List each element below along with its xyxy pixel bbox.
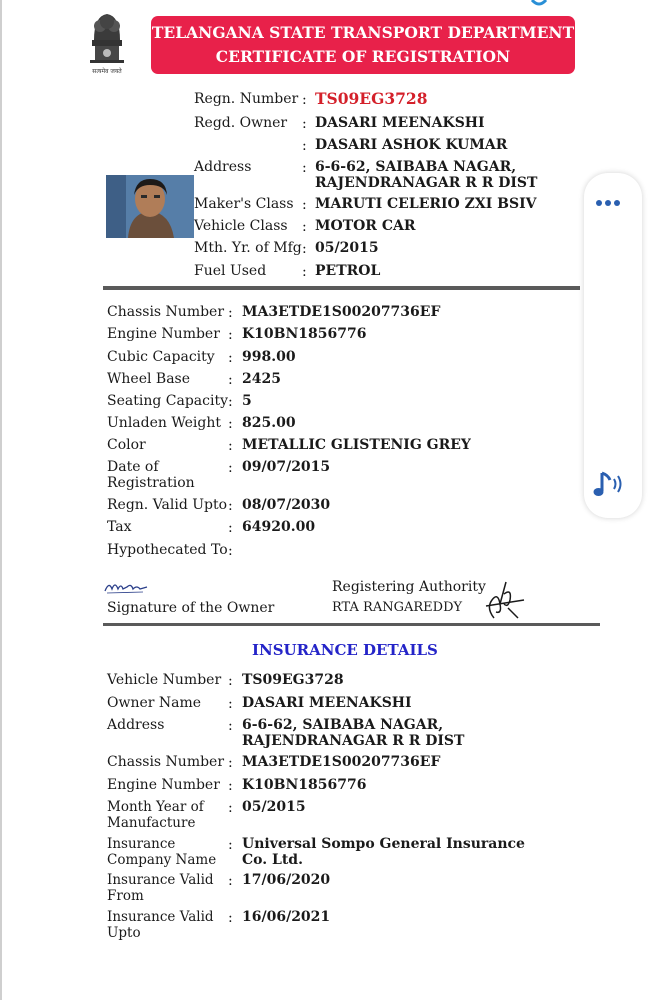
colon: : (302, 241, 307, 257)
colon: : (228, 438, 233, 454)
label-ins-engine-number: Engine Number (107, 777, 220, 793)
colon: : (302, 92, 307, 108)
more-options-icon[interactable] (596, 191, 623, 210)
colon: : (228, 460, 233, 476)
owner-signature-icon (103, 577, 149, 597)
state-emblem-icon (84, 10, 130, 78)
label-wheel-base: Wheel Base (107, 371, 191, 387)
value-wheel-base: 2425 (242, 371, 281, 387)
label-color: Color (107, 437, 146, 453)
header-title-line2: CERTIFICATE OF REGISTRATION (215, 47, 511, 66)
owner-signature-label: Signature of the Owner (107, 600, 275, 616)
colon: : (228, 755, 233, 771)
value-fuel-used: PETROL (315, 263, 381, 279)
colon: : (228, 910, 233, 926)
label-tax: Tax (107, 519, 132, 535)
label-mfg-date: Mth. Yr. of Mfg (194, 240, 302, 256)
registering-authority-label: Registering Authority (332, 579, 486, 595)
label-chassis-number: Chassis Number (107, 304, 225, 320)
label-fuel-used: Fuel Used (194, 263, 267, 279)
section-divider (103, 286, 580, 290)
label-regd-owner: Regd. Owner (194, 115, 288, 131)
value-ins-address: 6-6-62, SAIBABA NAGAR, RAJENDRANAGAR R R DIST (242, 717, 465, 749)
colon: : (228, 696, 233, 712)
colon: : (228, 416, 233, 432)
colon: : (302, 160, 307, 176)
label-regn-number: Regn. Number (194, 91, 299, 107)
label-makers-class: Maker's Class (194, 196, 294, 212)
value-cubic-capacity: 998.00 (242, 349, 296, 365)
label-unladen-weight: Unladen Weight (107, 415, 221, 431)
label-ins-valid-from: Insurance Valid From (107, 872, 214, 904)
colon: : (228, 800, 233, 816)
colon: : (228, 372, 233, 388)
authority-name: RTA RANGAREDDY (332, 600, 463, 615)
colon: : (302, 197, 307, 213)
value-vehicle-class: MOTOR CAR (315, 218, 416, 234)
owner-photo-image (106, 175, 194, 238)
label-address: Address (194, 159, 252, 175)
colon: : (228, 718, 233, 734)
value-tax: 64920.00 (242, 519, 316, 535)
value-ins-engine-number: K10BN1856776 (242, 777, 367, 793)
colon: : (302, 138, 307, 154)
colon: : (228, 873, 233, 889)
value-engine-number: K10BN1856776 (242, 326, 367, 342)
label-hypothecated-to: Hypothecated To (107, 542, 228, 558)
value-ins-owner-name: DASARI MEENAKSHI (242, 695, 412, 711)
value-ins-month-year: 05/2015 (242, 799, 306, 815)
colon: : (302, 219, 307, 235)
left-frame-border (0, 0, 2, 1000)
certificate-header-banner (151, 16, 575, 74)
section-divider (103, 623, 600, 626)
colon: : (302, 264, 307, 280)
label-ins-vehicle-number: Vehicle Number (107, 672, 222, 688)
value-regd-owner-2: DASARI ASHOK KUMAR (315, 137, 508, 153)
value-date-of-registration: 09/07/2015 (242, 459, 331, 475)
value-ins-chassis-number: MA3ETDE1S00207736EF (242, 754, 441, 770)
label-regn-valid-upto: Regn. Valid Upto (107, 497, 228, 513)
label-engine-number: Engine Number (107, 326, 220, 342)
label-date-of-registration: Date of Registration (107, 459, 195, 491)
colon: : (228, 520, 233, 536)
value-mfg-date: 05/2015 (315, 240, 379, 256)
value-makers-class: MARUTI CELERIO ZXI BSIV (315, 196, 537, 212)
value-seating-capacity: 5 (242, 393, 252, 409)
colon: : (228, 673, 233, 689)
owner-photo (106, 175, 194, 238)
label-seating-capacity: Seating Capacity (107, 393, 228, 409)
colon: : (228, 543, 233, 559)
emblem-caption: सत्यमेव जयते (92, 68, 122, 75)
read-aloud-icon[interactable] (590, 467, 630, 501)
floating-side-panel (584, 173, 642, 518)
label-ins-owner-name: Owner Name (107, 695, 202, 711)
colon: : (228, 327, 233, 343)
label-vehicle-class: Vehicle Class (194, 218, 288, 234)
value-regn-number: TS09EG3728 (315, 89, 428, 108)
label-ins-month-year: Month Year of Manufacture (107, 799, 204, 831)
value-regn-valid-upto: 08/07/2030 (242, 497, 331, 513)
label-ins-company: Insurance Company Name (107, 836, 217, 868)
rta-signature-icon (478, 578, 528, 624)
top-edge-fragment (531, 0, 547, 6)
value-address: 6-6-62, SAIBABA NAGAR, RAJENDRANAGAR R R DIST (315, 159, 538, 191)
value-ins-valid-upto: 16/06/2021 (242, 909, 331, 925)
colon: : (228, 394, 233, 410)
insurance-details-title: INSURANCE DETAILS (252, 641, 438, 659)
colon: : (228, 498, 233, 514)
colon: : (228, 778, 233, 794)
label-ins-chassis-number: Chassis Number (107, 754, 225, 770)
value-regd-owner: DASARI MEENAKSHI (315, 115, 485, 131)
value-unladen-weight: 825.00 (242, 415, 296, 431)
value-color: METALLIC GLISTENIG GREY (242, 437, 471, 453)
colon: : (228, 837, 233, 853)
value-chassis-number: MA3ETDE1S00207736EF (242, 304, 441, 320)
colon: : (228, 350, 233, 366)
value-ins-valid-from: 17/06/2020 (242, 872, 331, 888)
value-ins-company: Universal Sompo General Insurance Co. Ltd. (242, 836, 525, 868)
label-ins-valid-upto: Insurance Valid Upto (107, 909, 214, 941)
colon: : (228, 305, 233, 321)
label-ins-address: Address (107, 717, 165, 733)
value-ins-vehicle-number: TS09EG3728 (242, 672, 344, 688)
colon: : (302, 116, 307, 132)
header-title-line1: TELANGANA STATE TRANSPORT DEPARTMENT (151, 23, 575, 42)
label-cubic-capacity: Cubic Capacity (107, 349, 215, 365)
